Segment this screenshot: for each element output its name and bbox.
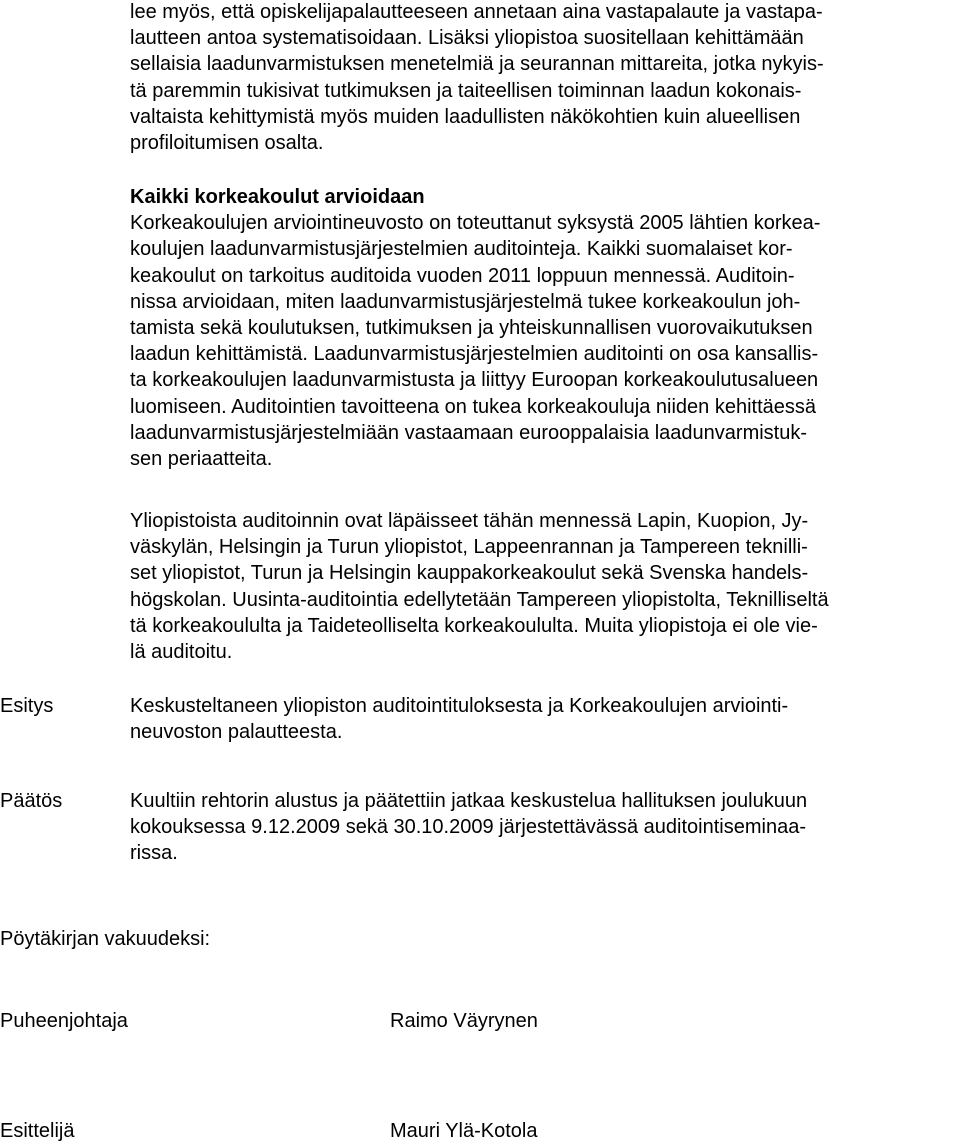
- text-line: koulujen laadunvarmistusjärjestelmien auditointeja. Kaikki suomalaiset kor-: [130, 238, 793, 261]
- signature-name-presenter: Mauri Ylä-Kotola: [390, 1120, 538, 1142]
- text-line: Kuultiin rehtorin alustus ja päätettiin jatkaa keskustelua hallituksen joulukuun: [130, 790, 808, 812]
- text-line: rissa.: [130, 842, 178, 865]
- text-line: väskylän, Helsingin ja Turun yliopistot, Lappeenrannan ja Tampereen teknilli-: [130, 536, 808, 559]
- text-line: sen periaatteita.: [130, 448, 273, 471]
- text-line: lä auditoitu.: [130, 641, 233, 664]
- text-line: Keskusteltaneen yliopiston auditointituloksesta ja Korkeakoulujen arviointi-: [130, 695, 789, 717]
- text-line: laadunvarmistusjärjestelmiään vastaamaan eurooppalaisia laadunvarmistuk-: [130, 421, 808, 444]
- text-line: Yliopistoista auditoinnin ovat läpäisseet tähän mennessä Lapin, Kuopion, Jy-: [130, 510, 809, 532]
- text-line: sellaisia laadunvarmistuksen menetelmiä ja seurannan mittareita, jotka nykyis-: [130, 53, 824, 76]
- intro-paragraph: [130, 0, 956, 156]
- audit-section: [130, 184, 956, 472]
- text-line: tamista sekä koulutuksen, tutkimuksen ja yhteiskunnallisen vuorovaikutuksen: [130, 317, 813, 340]
- signature-role-presenter: Esittelijä: [0, 1120, 75, 1142]
- section-heading: Kaikki korkeakoulut arvioidaan: [130, 186, 425, 208]
- text-line: neuvoston palautteesta.: [130, 721, 343, 744]
- proposal-label: Esitys: [0, 695, 54, 717]
- decision-text: [130, 788, 956, 867]
- proposal-text: [130, 693, 956, 745]
- text-line: Korkeakoulujen arviointineuvosto on toteuttanut syksystä 2005 lähtien korkea-: [130, 212, 821, 235]
- text-line: luomiseen. Auditointien tavoitteena on tukea korkeakouluja niiden kehittäessä: [130, 395, 817, 418]
- attestation-text: Pöytäkirjan vakuudeksi:: [0, 928, 211, 950]
- signature-role-chair: Puheenjohtaja: [0, 1010, 128, 1032]
- text-line: lautteen antoa systematisoidaan. Lisäksi yliopistoa suositellaan kehittämään: [130, 27, 804, 50]
- text-line: valtaista kehittymistä myös muiden laadullisten näkökohtien kuin alueellisen: [130, 105, 801, 128]
- text-line: set yliopistot, Turun ja Helsingin kauppakorkeakoulut sekä Svenska handels-: [130, 562, 809, 585]
- text-line: keakoulut on tarkoitus auditoida vuoden 2011 loppuun mennessä. Auditoin-: [130, 264, 795, 287]
- text-line: kokouksessa 9.12.2009 sekä 30.10.2009 järjestettävässä auditointiseminaa-: [130, 816, 806, 839]
- text-line: profiloitumisen osalta.: [130, 132, 324, 155]
- passed-paragraph: [130, 508, 956, 665]
- decision-label: Päätös: [0, 790, 63, 812]
- text-line: laadun kehittämistä. Laadunvarmistusjärjestelmien auditointi on osa kansallis-: [130, 343, 819, 366]
- text-line: nissa arvioidaan, miten laadunvarmistusjärjestelmä tukee korkeakoulun joh-: [130, 290, 801, 313]
- text-line: tä paremmin tukisivat tutkimuksen ja taiteellisen toiminnan laadun kokonais-: [130, 79, 802, 102]
- signature-name-chair: Raimo Väyrynen: [390, 1010, 538, 1032]
- text-line: tä korkeakoululta ja Taideteolliselta korkeakoululta. Muita yliopistoja ei ole vie-: [130, 614, 818, 637]
- text-line: högskolan. Uusinta-auditointia edellytetään Tampereen yliopistolta, Teknilliseltä: [130, 588, 829, 611]
- text-line: ta korkeakoulujen laadunvarmistusta ja liittyy Euroopan korkeakoulutusalueen: [130, 369, 819, 392]
- text-line: lee myös, että opiskelijapalautteeseen annetaan aina vastapalaute ja vastapa-: [130, 1, 823, 23]
